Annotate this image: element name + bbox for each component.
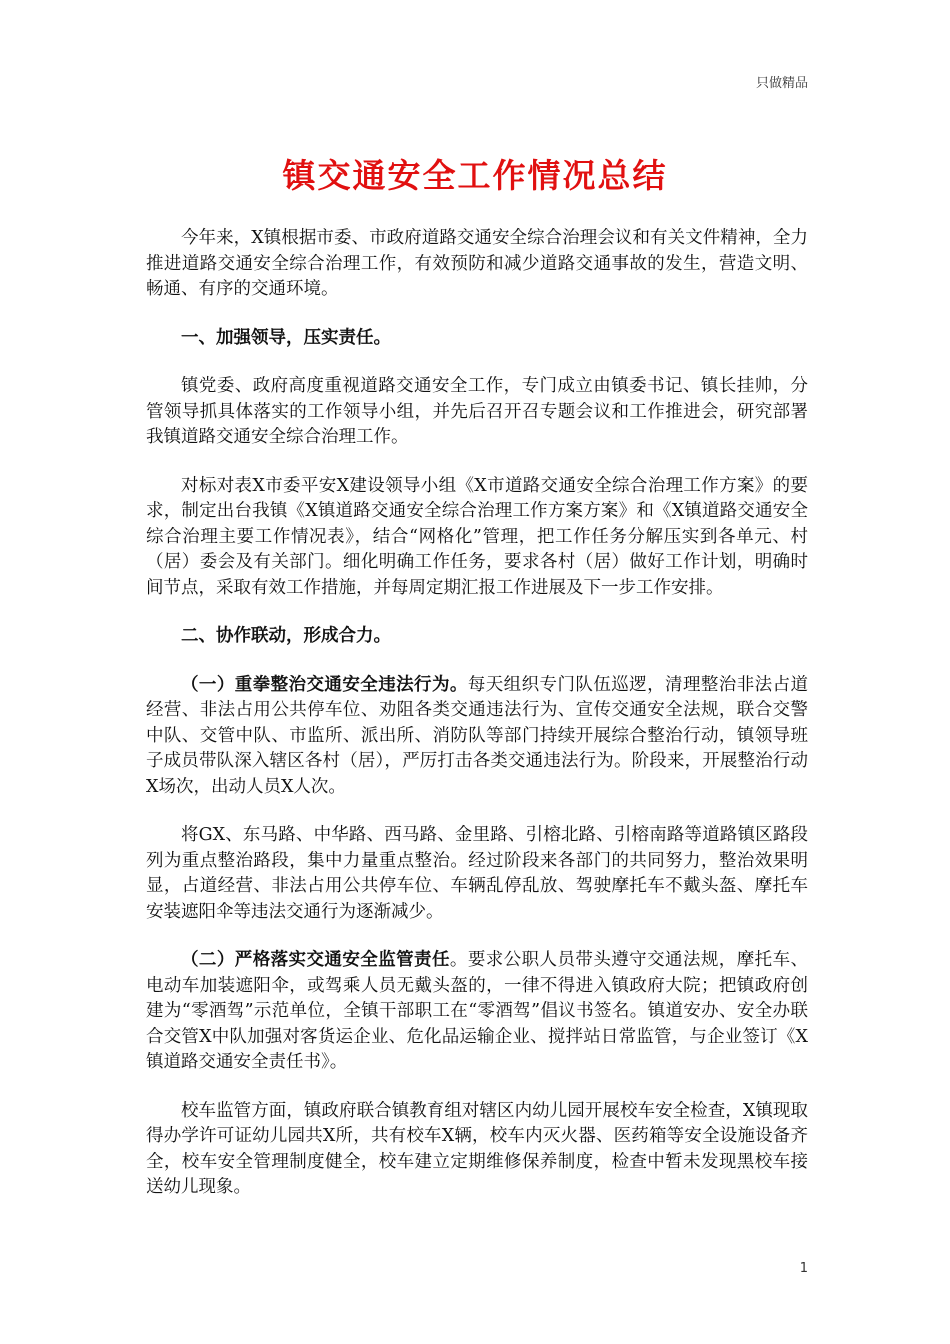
- document-body: [146, 226, 808, 1224]
- subsection-2-text: 。要求公职人员带头遵守交通法规，摩托车、电动车加装遮阳伞，或驾乘人员无戴头盔的，一律不得进入镇政府大院；把镇政府创建为“零酒驾”示范单位，全镇干部职工在“零酒驾”倡议书签名。镇道安办、安全办联合交管X中队加强对客货运企业、危化品运输企业、搅拌站日常监管，与企业签订《X镇道路交通安全责任书》。: [146, 950, 809, 1072]
- subsection-1-text: 每天组织专门队伍巡逻，清理整治非法占道经营、非法占用公共停车位、劝阻各类交通违法行为、宣传交通安全法规，联合交警中队、交管中队、市监所、派出所、消防队等部门持续开展综合整治行动，镇领导班子成员带队深入辖区各村（居），严厉打击各类交通违法行为。阶段来，开展整治行动X场次，出动人员X人次。: [146, 674, 809, 797]
- page-header: 只做精品: [755, 76, 808, 91]
- section-1-heading: 一、加强领导，压实责任。: [181, 327, 391, 348]
- document-title: 镇交通安全工作情况总结: [282, 156, 668, 195]
- section-1-paragraph-1: 镇党委、政府高度重视道路交通安全工作，专门成立由镇委书记、镇长挂帅，分管领导抓具体落实的工作领导小组，并先后召开召专题会议和工作推进会，研究部署我镇道路交通安全综合治理工作。: [146, 376, 808, 447]
- section-1-paragraph-2: 对标对表X市委平安X建设领导小组《X市道路交通安全综合治理工作方案》的要求，制定出台我镇《X镇道路交通安全综合治理工作方案方案》和《X镇道路交通安全综合治理主要工作情况表》，结合“网格化”管理，把工作任务分解压实到各单元、村（居）委会及有关部门。细化明确工作任务，要求各村（居）做好工作计划，明确时间节点，采取有效工作措施，并每周定期汇报工作进展及下一步工作安排。: [146, 475, 808, 598]
- section-2-paragraph-4: 校车监管方面，镇政府联合镇教育组对辖区内幼儿园开展校车安全检查，X镇现取得办学许可证幼儿园共X所，共有校车X辆，校车内灭火器、医药箱等安全设施设备齐全，校车安全管理制度健全，校车建立定期维修保养制度，检查中暂未发现黑校车接送幼儿现象。: [146, 1100, 808, 1197]
- section-2-paragraph-2: 将GX、东马路、中华路、西马路、金里路、引榕北路、引榕南路等道路镇区路段列为重点整治路段，集中力量重点整治。经过阶段来各部门的共同努力，整治效果明显，占道经营、非法占用公共停车位、车辆乱停乱放、驾驶摩托车不戴头盔、摩托车安装遮阳伞等违法交通行为逐渐减少。: [146, 825, 808, 922]
- subsection-2-lead: （二）严格落实交通安全监管责任: [181, 950, 450, 970]
- subsection-1-lead: （一）重拳整治交通安全违法行为。: [181, 674, 468, 695]
- section-2-paragraph-1: [146, 673, 808, 801]
- section-2-heading: 二、协作联动，形成合力。: [181, 626, 391, 646]
- section-2-paragraph-3: [146, 948, 808, 1076]
- page-number: 1: [799, 1261, 808, 1276]
- intro-paragraph: 今年来，X镇根据市委、市政府道路交通安全综合治理会议和有关文件精神，全力推进道路交通安全综合治理工作，有效预防和减少道路交通事故的发生，营造文明、畅通、有序的交通环境。: [146, 228, 808, 299]
